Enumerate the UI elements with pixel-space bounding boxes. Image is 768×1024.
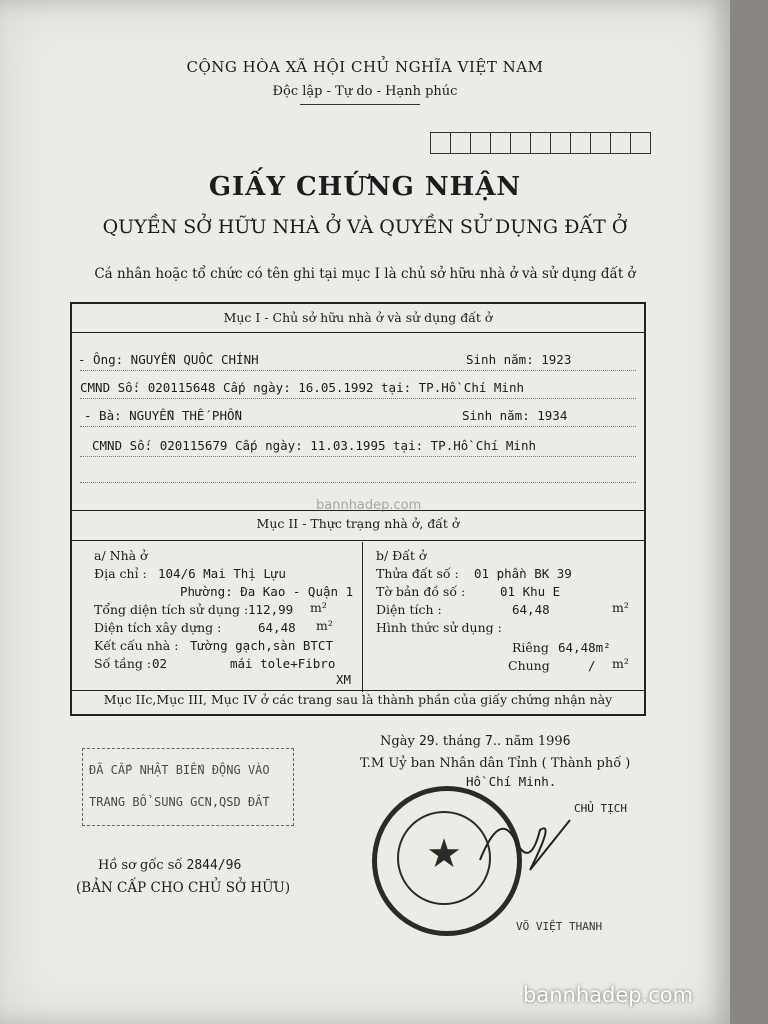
unit: m² <box>310 600 327 615</box>
usage-label: Hình thức sử dụng : <box>376 620 502 635</box>
divider <box>72 540 644 541</box>
document-subtitle: QUYỀN SỞ HỮU NHÀ Ở VÀ QUYỀN SỬ DỤNG ĐẤT Ở <box>102 216 628 238</box>
signer-name: VÕ VIỆT THANH <box>516 920 603 933</box>
divider <box>72 332 644 333</box>
star-icon: ★ <box>426 831 462 877</box>
unit: m² <box>612 600 629 615</box>
roof: mái tole+Fibro <box>230 656 336 671</box>
land-area: 64,48 <box>512 602 550 617</box>
owner2-name: - Bà: NGUYỄN THẾ PHỒN <box>84 408 243 423</box>
total-area-label: Tổng diện tích sử dụng : <box>94 602 249 617</box>
copy-note: (BẢN CẤP CHO CHỦ SỞ HỮU) <box>76 880 291 896</box>
motto-underline <box>300 104 420 105</box>
common-label: Chung <box>508 658 550 673</box>
plot-label: Thửa đất số : <box>376 566 459 581</box>
serial-number-boxes <box>430 132 650 154</box>
common: / <box>588 658 596 673</box>
structure-label: Kết cấu nhà : <box>94 638 179 653</box>
house-heading: a/ Nhà ở <box>94 548 148 563</box>
section2-title: Mục II - Thực trạng nhà ở, đất ở <box>256 516 460 531</box>
owner2-birth: Sinh năm: 1934 <box>462 408 568 423</box>
plot: 01 phần BK 39 <box>474 566 572 581</box>
city: Hồ Chí Minh. <box>466 774 557 789</box>
intro-text: Cá nhân hoặc tổ chức có tên ghi tại mục I là chủ sở hữu nhà ở và sử dụng đất ở <box>94 266 636 282</box>
private-label: Riêng <box>512 640 549 655</box>
site-watermark: bannhadep.com <box>523 983 694 1007</box>
owner1-id: CMND Số: 020115648 Cấp ngày: 16.05.1992 tại: TP.Hồ Chí Minh <box>80 380 525 395</box>
structure: Tường gạch,sàn BTCT <box>190 638 333 653</box>
nation-header: CỘNG HÒA XÃ HỘI CHỦ NGHĨA VIỆT NAM <box>186 58 544 76</box>
map: 01 Khu E <box>500 584 561 599</box>
motto: Độc lập - Tự do - Hạnh phúc <box>272 84 458 99</box>
map-label: Tờ bản đồ số : <box>376 584 466 599</box>
signature-scribble <box>470 800 580 880</box>
date-line: Ngày 29. tháng 7.. năm 1996 <box>380 734 571 749</box>
unit: m² <box>316 618 333 633</box>
role: CHỦ TỊCH <box>574 802 627 815</box>
section1-title: Mục I - Chủ sở hữu nhà ở và sử dụng đất ở <box>223 310 493 325</box>
house-address-label: Địa chỉ : <box>94 566 147 581</box>
center-watermark: bannhadep.com <box>316 498 422 513</box>
built-area: 64,48 <box>258 620 296 635</box>
total-area: 112,99 <box>248 602 294 617</box>
unit: m² <box>612 656 629 671</box>
update-stamp: ĐÃ CẤP NHẬT BIẾN ĐỘNG VÀO TRANG BỔ SUNG GCN,QSD ĐẤT <box>82 748 294 826</box>
private: 64,48m² <box>558 640 611 655</box>
committee: T.M Uỷ ban Nhân dân Tỉnh ( Thành phố ) <box>360 756 631 771</box>
footer-note: Mục IIc,Mục III, Mục IV ở các trang sau là thành phần của giấy chứng nhận này <box>103 692 613 707</box>
land-area-label: Diện tích : <box>376 602 442 617</box>
owner1-name: - Ông: NGUYỄN QUỐC CHÍNH <box>78 352 259 367</box>
floors-label: Số tầng : <box>94 656 152 671</box>
column-divider <box>362 542 363 692</box>
floors: 02 <box>152 656 168 671</box>
house-address: 104/6 Mai Thị Lựu <box>158 566 286 581</box>
roof-cont: XM <box>336 672 352 687</box>
house-ward: Phường: Đa Kao - Quận 1 <box>180 584 354 599</box>
record-line: Hồ sơ gốc số 2844/96 <box>98 858 242 873</box>
owner1-birth: Sinh năm: 1923 <box>466 352 572 367</box>
land-heading: b/ Đất ở <box>376 548 427 563</box>
owner2-id: CMND Số: 020115679 Cấp ngày: 11.03.1995 tại: TP.Hồ Chí Minh <box>92 438 537 453</box>
built-area-label: Diện tích xây dựng : <box>94 620 222 635</box>
divider <box>72 690 644 691</box>
document-title: GIẤY CHỨNG NHẬN <box>208 172 522 202</box>
